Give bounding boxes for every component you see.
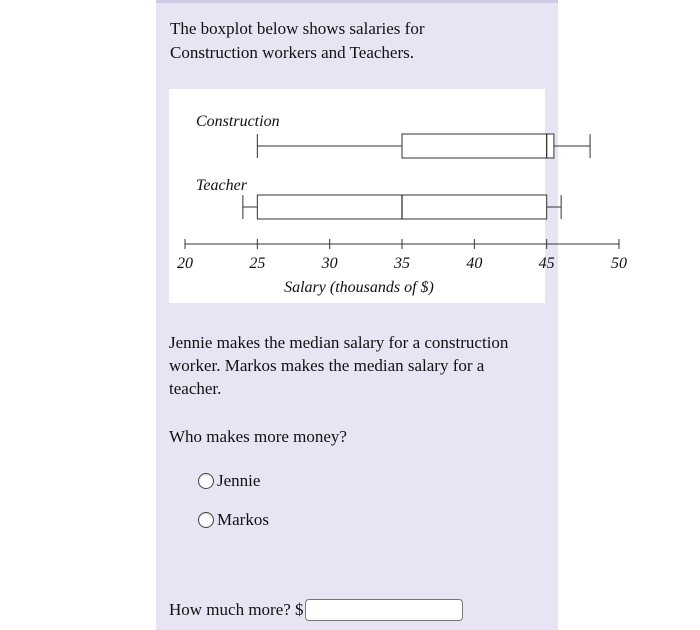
option-markos[interactable] — [198, 510, 269, 530]
x-tick-label: 20 — [177, 255, 193, 272]
construction-box — [402, 134, 554, 158]
x-tick-label: 45 — [538, 255, 555, 272]
construction-label: Construction — [196, 113, 280, 130]
boxplot-container — [169, 89, 627, 303]
x-tick-label: 30 — [321, 255, 338, 272]
x-axis-label: Salary (thousands of $) — [284, 279, 434, 296]
intro-line-1: The boxplot below shows salaries for — [170, 19, 425, 38]
scenario-line-1: Jennie makes the median salary for a construction — [169, 333, 509, 352]
intro-line-2: Construction workers and Teachers. — [170, 43, 414, 62]
option-label-markos: Markos — [217, 510, 269, 529]
option-jennie[interactable] — [198, 471, 260, 491]
question-panel — [156, 0, 627, 630]
intro-text — [170, 17, 530, 65]
x-tick-label: 40 — [466, 255, 483, 272]
boxplot-chart — [169, 89, 627, 303]
scenario-line-3: teacher. — [169, 379, 222, 398]
teacher-label: Teacher — [196, 177, 247, 194]
option-label-jennie: Jennie — [217, 471, 261, 490]
x-tick-label: 35 — [394, 255, 410, 272]
answer-row — [169, 599, 463, 621]
question-text: Who makes more money? — [169, 427, 347, 446]
radio-button-jennie[interactable] — [198, 473, 214, 489]
scenario-line-2: worker. Markos makes the median salary for a — [169, 356, 485, 375]
x-tick-label: 50 — [611, 255, 627, 272]
answer-label: How much more? $ — [169, 600, 304, 619]
x-tick-label: 25 — [249, 255, 266, 272]
answer-input[interactable] — [305, 599, 463, 621]
radio-button-markos[interactable] — [198, 512, 214, 528]
scenario-text — [169, 331, 549, 400]
